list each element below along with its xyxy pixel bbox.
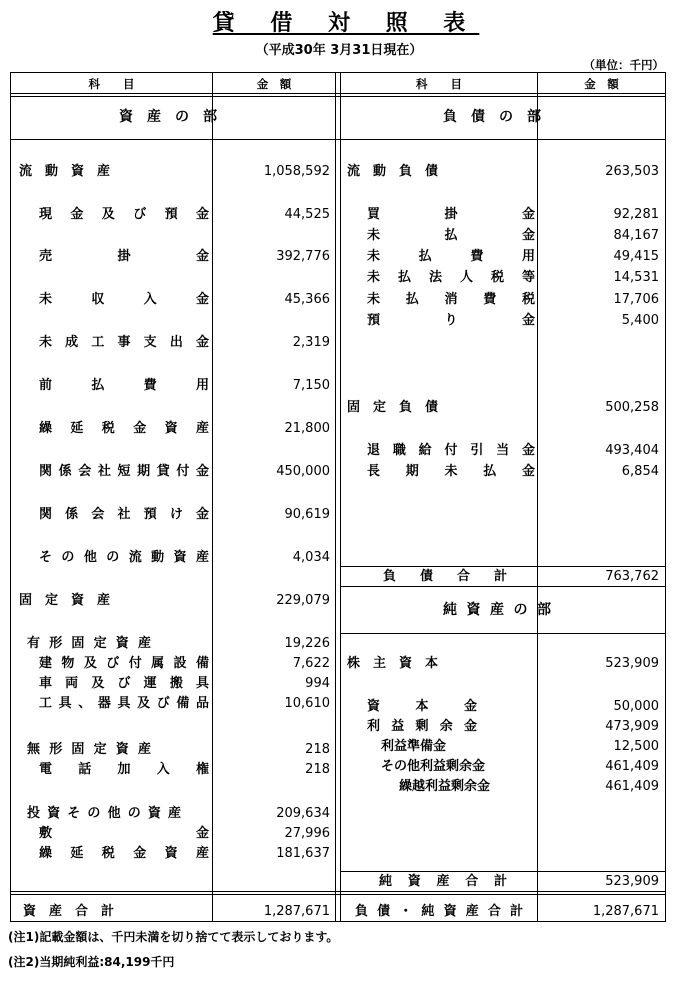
total-divider xyxy=(11,894,665,895)
receivable-value: 392,776 xyxy=(276,249,330,264)
net-assets-total-label: 純資産合計 xyxy=(379,874,507,889)
footnote-1: (注1)記載金額は、千円未満を切り捨てて表示しております。 xyxy=(8,930,339,944)
long-payable-value: 6,854 xyxy=(621,464,659,479)
fixed-assets-value: 229,079 xyxy=(276,593,330,608)
capital-value: 50,000 xyxy=(613,699,659,714)
row-divider xyxy=(341,566,665,567)
tools-label: 工具、器具及び備品 xyxy=(39,696,209,711)
row-divider xyxy=(341,871,665,872)
building-label: 建物及び付属設備 xyxy=(39,656,209,671)
cash-value: 44,525 xyxy=(284,207,330,222)
accrued-expenses-value: 49,415 xyxy=(613,249,659,264)
deferred-tax2-label: 繰延税金資産 xyxy=(39,846,209,861)
col-divider xyxy=(212,73,213,921)
other-current-value: 4,034 xyxy=(292,550,330,565)
deposit-label: 敷金 xyxy=(39,826,209,841)
header-right-item: 科 目 xyxy=(416,77,462,91)
assets-section-title: 資 産 の 部 xyxy=(119,109,217,125)
fixed-liabilities-value: 500,258 xyxy=(605,400,659,415)
fixed-liabilities-label: 固 定 負 債 xyxy=(347,400,439,415)
other-retained-label: その他利益剰余金 xyxy=(381,759,486,774)
legal-reserve-value: 12,500 xyxy=(613,739,659,754)
retirement-label: 退職給付引当金 xyxy=(367,443,535,458)
row-divider xyxy=(341,633,665,634)
legal-reserve-label: 利益準備金 xyxy=(381,739,447,754)
deferred-tax-label: 繰延税金資産 xyxy=(39,421,209,436)
receivable-label: 売掛金 xyxy=(39,249,209,264)
header-left-item: 科 目 xyxy=(88,77,135,91)
liabilities-total-label: 負債合計 xyxy=(383,569,507,584)
consumption-tax-label: 未払消費税 xyxy=(367,292,535,307)
phone-value: 218 xyxy=(305,762,330,777)
wip-value: 2,319 xyxy=(292,335,330,350)
footnote-2: (注2)当期純利益:84,199千円 xyxy=(8,955,175,969)
accrued-income-value: 45,366 xyxy=(284,292,330,307)
assets-total-label: 資 産 合 計 xyxy=(23,904,115,919)
net-assets-total-value: 523,909 xyxy=(605,874,659,889)
assets-total-value: 1,287,671 xyxy=(263,904,330,919)
liabilities-total-value: 763,762 xyxy=(605,569,659,584)
affiliate-loan-label: 関係会社短期貸付金 xyxy=(39,464,209,479)
carried-forward-label: 繰越利益剰余金 xyxy=(399,779,491,794)
equity-value: 523,909 xyxy=(605,656,659,671)
header-divider xyxy=(11,96,665,97)
wip-label: 未成工事支出金 xyxy=(39,335,209,350)
affiliate-deposit-label: 関係会社預け金 xyxy=(39,507,209,522)
vehicle-value: 994 xyxy=(305,676,330,691)
deposit-value: 27,996 xyxy=(284,826,330,841)
current-assets-value: 1,058,592 xyxy=(263,164,330,179)
building-value: 7,622 xyxy=(292,656,330,671)
grand-total-value: 1,287,671 xyxy=(592,904,659,919)
consumption-tax-value: 17,706 xyxy=(613,292,659,307)
section-divider xyxy=(11,139,665,140)
header-right-amount: 金 額 xyxy=(584,77,619,91)
tangible-label: 有形固定資産 xyxy=(27,636,151,651)
carried-forward-value: 461,409 xyxy=(605,779,659,794)
intangible-value: 218 xyxy=(305,742,330,757)
accrued-expenses-label: 未払費用 xyxy=(367,249,535,264)
vehicle-label: 車両及び運搬具 xyxy=(39,676,209,691)
prepaid-value: 7,150 xyxy=(292,378,330,393)
affiliate-deposit-value: 90,619 xyxy=(284,507,330,522)
col-divider xyxy=(335,73,336,921)
retained-earnings-value: 473,909 xyxy=(605,719,659,734)
intangible-label: 無形固定資産 xyxy=(27,742,151,757)
total-divider xyxy=(11,891,665,892)
accounts-payable-value: 84,167 xyxy=(613,228,659,243)
cash-label: 現金及び預金 xyxy=(39,207,209,222)
current-liabilities-label: 流 動 負 債 xyxy=(347,164,439,179)
long-payable-label: 長期未払金 xyxy=(367,464,535,479)
header-left-amount: 金 額 xyxy=(256,77,292,91)
equity-label: 株 主 資 本 xyxy=(347,656,439,671)
tools-value: 10,610 xyxy=(284,696,330,711)
deferred-tax2-value: 181,637 xyxy=(276,846,330,861)
net-assets-section-title: 純資産の部 xyxy=(443,602,551,618)
phone-label: 電話加入権 xyxy=(39,762,209,777)
corp-tax-value: 14,531 xyxy=(613,270,659,285)
affiliate-loan-value: 450,000 xyxy=(276,464,330,479)
accounts-payable-label: 未払金 xyxy=(367,228,535,243)
prepaid-label: 前払費用 xyxy=(39,378,209,393)
investments-value: 209,634 xyxy=(276,806,330,821)
deposits-received-value: 5,400 xyxy=(621,313,659,328)
capital-label: 資本金 xyxy=(367,699,477,714)
row-divider xyxy=(341,586,665,587)
current-assets-label: 流 動 資 産 xyxy=(19,164,111,179)
corp-tax-label: 未払法人税等 xyxy=(367,270,535,285)
payable-label: 買掛金 xyxy=(367,207,535,222)
report-date: （平成30年 3月31日現在） xyxy=(255,43,423,58)
other-current-label: その他の流動資産 xyxy=(39,550,209,565)
fixed-assets-label: 固 定 資 産 xyxy=(19,593,111,608)
tangible-value: 19,226 xyxy=(284,636,330,651)
liabilities-section-title: 負 債 の 部 xyxy=(443,109,541,125)
unit-label: （単位：千円） xyxy=(583,58,664,72)
retained-earnings-label: 利益剰余金 xyxy=(367,719,477,734)
other-retained-value: 461,409 xyxy=(605,759,659,774)
balance-sheet-table xyxy=(10,72,666,922)
deposits-received-label: 預り金 xyxy=(367,313,535,328)
payable-value: 92,281 xyxy=(613,207,659,222)
deferred-tax-value: 21,800 xyxy=(284,421,330,436)
retirement-value: 493,404 xyxy=(605,443,659,458)
document-title: 貸 借 対 照 表 xyxy=(212,11,480,36)
header-divider xyxy=(11,93,665,94)
current-liabilities-value: 263,503 xyxy=(605,164,659,179)
grand-total-label: 負債・純資産合計 xyxy=(355,904,523,919)
investments-label: 投資その他の資産 xyxy=(27,806,181,821)
accrued-income-label: 未収入金 xyxy=(39,292,209,307)
col-divider xyxy=(340,73,341,921)
